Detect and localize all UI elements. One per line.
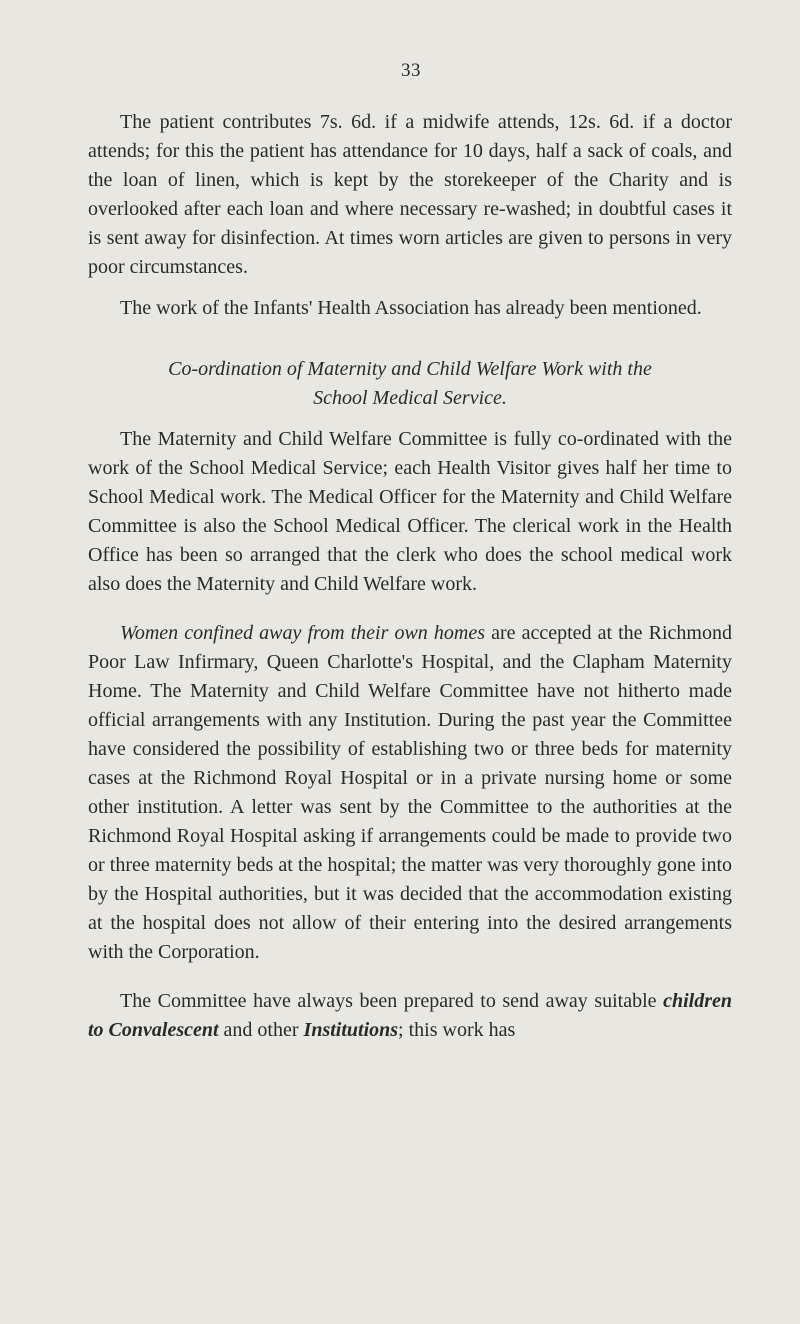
emphasis-institutions: Institutions [303,1019,399,1041]
paragraph-patient-contributions: The patient contributes 7s. 6d. if a midwife attends, 12s. 6d. if a doctor attends; for this the patient has attendance for 10 days, half a sack of coals, and the loan of linen, which is kept by the storekeeper of the Charity and is overlooked after each loan and where necessary re-washed; in doubtful cases it is sent away for disinfection. At times worn articles are given to persons in very poor circumstances. [88,111,732,278]
paragraph-women-confined [88,619,732,967]
paragraph-infants-health-association: The work of the Infants' Health Association has already been mentioned. [120,297,702,319]
paragraph-text-e: ; this work has [398,1019,516,1041]
paragraph-lead-italic: Women confined away from their own homes [120,622,485,644]
paragraph-body: are accepted at the Richmond Poor Law Infirmary, Queen Charlotte's Hospital, and the Clapham Maternity Home. The Maternity and Child Welfare Committee have not hitherto made official arrangements with any Institution. During the past year the Committee have considered the possibility of establishing two or three beds for maternity cases at the Richmond Royal Hospital or in a private nursing home or some other institution. A letter was sent by the Committee to the authorities at the Richmond Royal Hospital asking if arrangements could be made to provide two or three maternity beds at the hospital; the matter was very thoroughly gone into by the Hospital authorities, but it was decided that the accommodation existing at the hospital does not allow of their entering into the desired arrangements with the Corporation. [88,622,732,963]
emphasis-convalescent: children to Convalescent [88,990,732,1041]
section-heading [88,355,732,413]
page-number: 33 [401,60,421,81]
paragraph-coordination: The Maternity and Child Welfare Committee is fully co-ordinated with the work of the School Medical Service; each Health Visitor gives half her time to School Medical work. The Medical Officer for the Maternity and Child Welfare Committee is also the School Medical Officer. The clerical work in the Health Office has been so arranged that the clerk who does the school medical work also does the Maternity and Child Welfare work. [88,428,732,595]
paragraph-convalescent [88,987,732,1045]
paragraph-text-a: The Committee have always been prepared to send away suitable [120,990,664,1012]
paragraph-text-c: and other [218,1019,304,1041]
section-heading-line-2: School Medical Service. [313,387,507,409]
document-page [88,60,732,1045]
section-heading-line-1: Co-ordination of Maternity and Child Welfare Work with the [168,358,652,380]
